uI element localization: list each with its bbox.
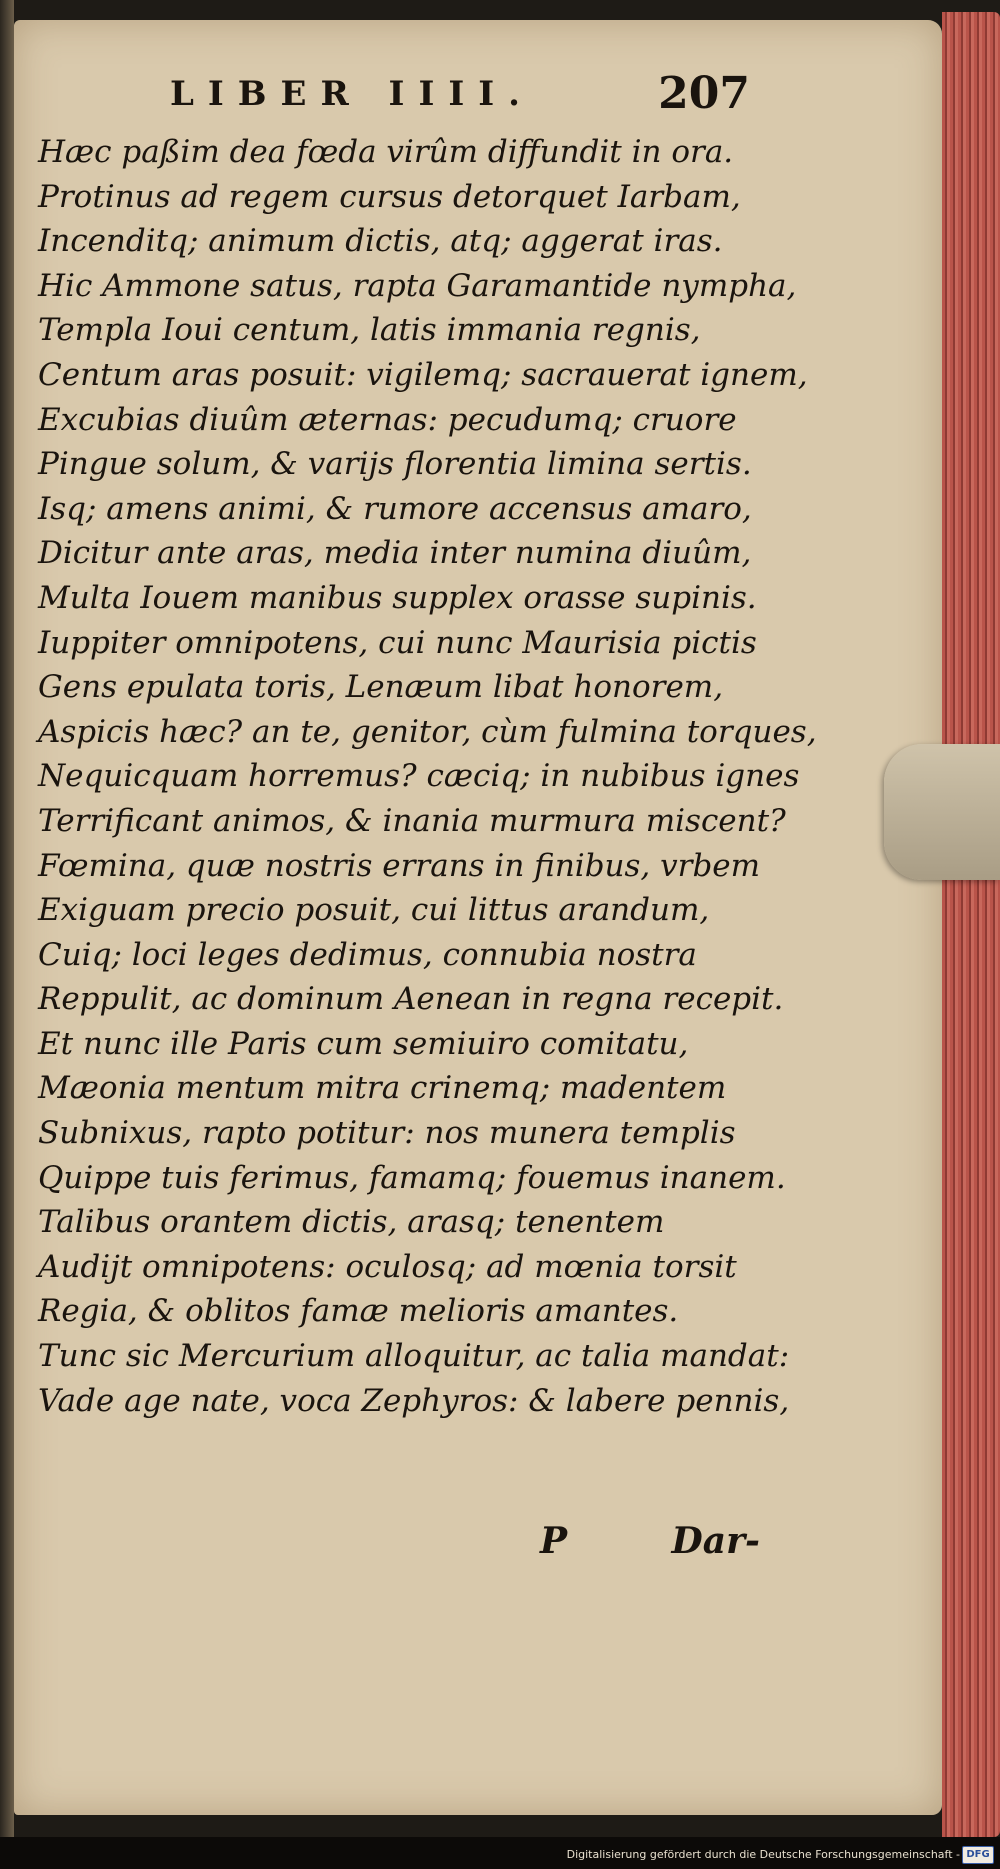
verse-line: Dicitur ante aras, media inter numina diuûm, (38, 535, 752, 572)
verse-line: Aspicis hæc? an te, genitor, cùm fulmina torques, (38, 713, 817, 750)
verse-line: Nequicquam horremus? cæciq; in nubibus ignes (38, 758, 800, 795)
verse-line: Protinus ad regem cursus detorquet Iarbam, (38, 178, 741, 215)
verse-line: Regia, & oblitos famæ melioris amantes. (38, 1293, 679, 1330)
book-gutter (0, 0, 14, 1869)
page-number: 207 (658, 68, 750, 119)
verse-line: Vade age nate, voca Zephyros: & labere pennis, (38, 1382, 790, 1419)
verse-line: Excubias diuûm æternas: pecudumq; cruore (38, 401, 737, 438)
running-title: LIBER IIII. (170, 74, 535, 114)
page-edges (942, 12, 1000, 1837)
verse-line: Tunc sic Mercurium alloquitur, ac talia mandat: (38, 1338, 790, 1375)
verse-line: Et nunc ille Paris cum semiuiro comitatu, (38, 1025, 689, 1062)
verse-line: Audijt omnipotens: oculosq; ad mœnia torsit (38, 1248, 737, 1285)
page-footer (540, 1520, 760, 1572)
verse-line: Templa Ioui centum, latis immania regnis, (38, 312, 701, 349)
verse-line: Fœmina, quæ nostris errans in finibus, vrbem (38, 847, 761, 884)
verse-line: Multa Iouem manibus supplex orasse supinis. (38, 579, 757, 616)
verse-line: Hic Ammone satus, rapta Garamantide nympha, (38, 267, 797, 304)
verse-line: Gens epulata toris, Lenæum libat honorem, (38, 669, 724, 706)
verse-line: Reppulit, ac dominum Aenean in regna recepit. (38, 981, 784, 1018)
verse-line: Incenditq; animum dictis, atq; aggerat iras. (38, 223, 723, 260)
verse-line: Iuppiter omnipotens, cui nunc Maurisia pictis (38, 624, 757, 661)
verse-line: Hæc paßim dea fœda virûm diffundit in ora. (38, 134, 734, 170)
dfg-logo: DFG (962, 1846, 994, 1864)
verse-line: Quippe tuis ferimus, famamq; fouemus inanem. (38, 1159, 786, 1196)
verse-line: Terrificant animos, & inania murmura miscent? (38, 802, 786, 839)
page-header (170, 68, 770, 118)
signature-mark: P (540, 1520, 568, 1562)
verse-line: Centum aras posuit: vigilemq; sacrauerat ignem, (38, 356, 808, 393)
verse-line: Isq; amens animi, & rumore accensus amaro, (38, 490, 752, 527)
funding-credit: Digitalisierung gefördert durch die Deutsche Forschungsgemeinschaft - (566, 1848, 960, 1861)
catchword: Dar- (671, 1520, 760, 1562)
verse-line: Talibus orantem dictis, arasq; tenentem (38, 1204, 665, 1241)
verse-line: Cuiq; loci leges dedimus, connubia nostra (38, 936, 697, 973)
verse-line: Subnixus, rapto potitur: nos munera templis (38, 1115, 736, 1152)
verse-line: Mæonia mentum mitra crinemq; madentem (38, 1070, 727, 1107)
verse-text (38, 130, 918, 1423)
verse-line: Pingue solum, & varijs florentia limina sertis. (38, 446, 752, 483)
verse-line: Exiguam precio posuit, cui littus arandum, (38, 892, 710, 929)
